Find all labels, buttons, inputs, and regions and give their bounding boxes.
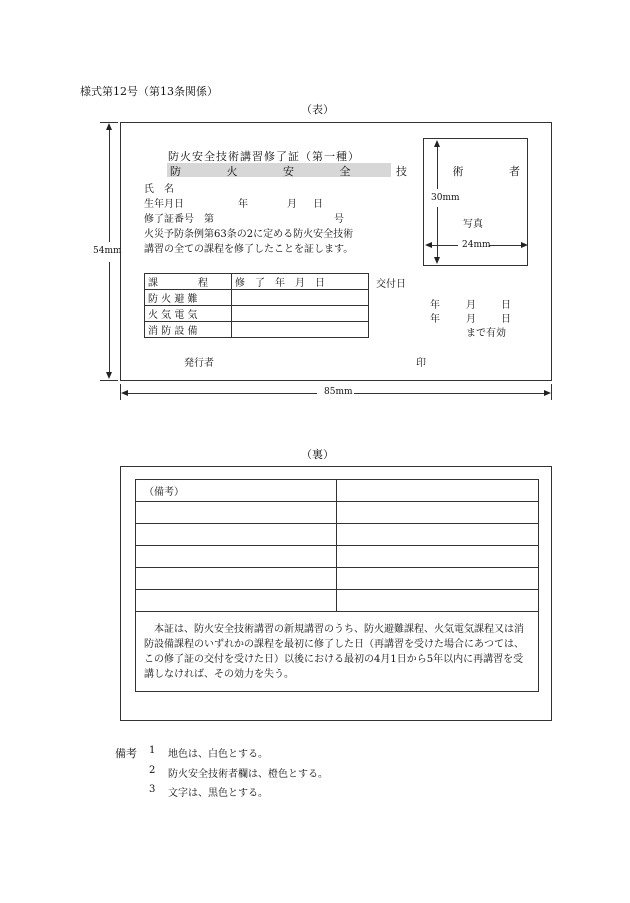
valid-month-unit: 月 — [466, 314, 476, 325]
note-text: 文字は、黒色とする。 — [168, 788, 268, 799]
course-name: 消 防 設 備 — [145, 322, 232, 338]
valid-until-label: まで有効 — [466, 328, 506, 339]
name-label: 氏 名 — [144, 184, 174, 195]
photo-height-label: 30mm — [431, 193, 460, 203]
note-number: 1 — [149, 745, 156, 756]
note-number: 2 — [149, 765, 156, 776]
validity-notice: 本証は、防火安全技術講習の新規講習のうち、防火避難課程、火気電気課程又は消防設備課程のいずれかの課程を最初に修了した日（再講習を受けた場合にあつては、この修了証の交付を受けた日）以後における最初の4月1日から5年以内に再講習を受講しなければ、その効力を失う。 — [144, 623, 524, 680]
cert-number-suffix: 号 — [334, 214, 344, 225]
cert-number-label: 修了証番号 第 — [144, 214, 214, 225]
remarks-cell — [337, 480, 539, 502]
birthdate-label: 生年月日 — [144, 199, 184, 210]
valid-day-unit: 日 — [501, 314, 511, 325]
issue-date-label: 交付日 — [376, 279, 406, 290]
course-name: 防 火 避 難 — [145, 290, 232, 306]
issuer-label: 発行者 — [184, 358, 214, 369]
remarks-cell — [136, 568, 337, 590]
notes-label: 備考 — [115, 747, 137, 760]
course-table — [144, 273, 369, 338]
certificate-title: 防火安全技術講習修了証（第一種） — [168, 150, 360, 163]
card-height-label: 54mm — [93, 246, 122, 256]
remarks-cell — [136, 546, 337, 568]
course-header: 課 程 — [145, 274, 232, 290]
statement-line-1: 火災予防条例第63条の2に定める防火安全技術 — [144, 229, 354, 240]
course-name: 火 気 電 気 — [145, 306, 232, 322]
remarks-cell — [337, 502, 539, 524]
photo-label: 写真 — [463, 219, 483, 230]
completion-date-cell — [232, 306, 369, 322]
issue-year-unit: 年 — [430, 300, 440, 311]
valid-year-unit: 年 — [430, 314, 440, 325]
remarks-cell — [337, 546, 539, 568]
birth-month-unit: 月 — [287, 199, 297, 210]
photo-width-label: 24mm — [462, 240, 491, 250]
remarks-cell — [136, 502, 337, 524]
completion-date-cell — [232, 290, 369, 306]
issue-month-unit: 月 — [466, 300, 476, 311]
front-side-label: （表） — [301, 103, 334, 116]
remarks-cell — [136, 524, 337, 546]
back-side-label: （裏） — [301, 448, 334, 461]
note-text: 防火安全技術者欄は、橙色とする。 — [168, 769, 328, 780]
completion-date-cell — [232, 322, 369, 338]
note-text: 地色は、白色とする。 — [168, 749, 268, 760]
issue-day-unit: 日 — [501, 300, 511, 311]
completion-date-header: 修 了 年 月 日 — [232, 274, 369, 290]
birth-year-unit: 年 — [238, 199, 248, 210]
remarks-header: （備考） — [136, 480, 337, 502]
statement-line-2: 講習の全ての課程を修了したことを証します。 — [144, 244, 354, 255]
remarks-table — [135, 479, 539, 692]
seal-label: 印 — [416, 358, 426, 369]
remarks-cell — [337, 568, 539, 590]
form-header: 様式第12号（第13条関係） — [80, 85, 218, 98]
birth-day-unit: 日 — [313, 199, 323, 210]
remarks-cell — [337, 590, 539, 612]
remarks-cell — [136, 590, 337, 612]
notice-cell — [136, 612, 539, 692]
note-number: 3 — [149, 784, 156, 795]
role-label: 防 火 安 全 技 術 者 — [170, 165, 541, 178]
remarks-cell — [337, 524, 539, 546]
card-width-label: 85mm — [324, 387, 353, 397]
